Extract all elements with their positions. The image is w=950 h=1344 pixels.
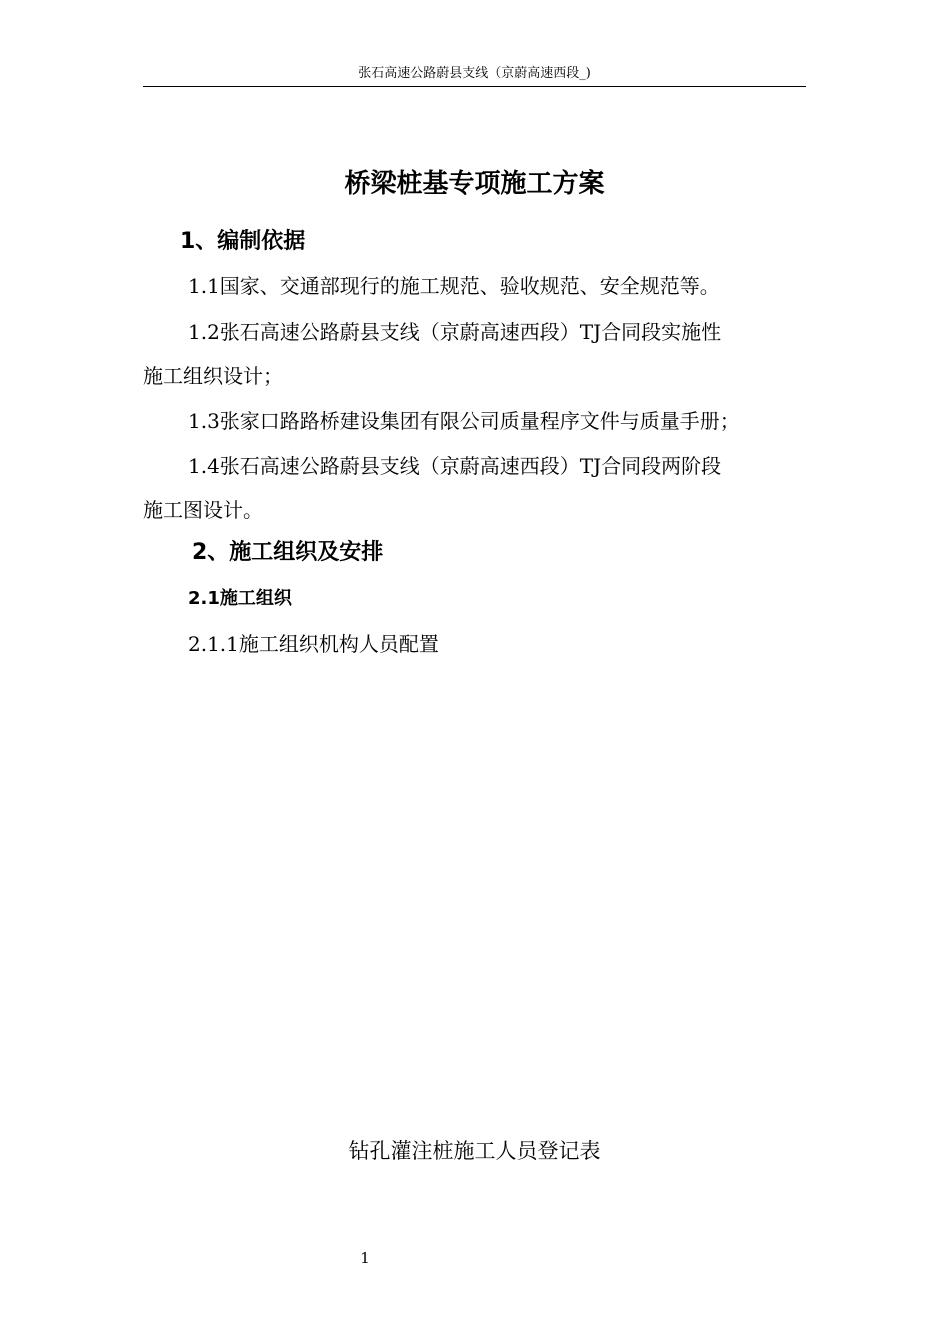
- table-caption: 钻孔灌注桩施工人员登记表: [348, 1139, 601, 1163]
- document-title: 桥梁桩基专项施工方案: [344, 169, 605, 199]
- item-1-2-continued: 施工组织设计；: [143, 364, 283, 388]
- item-1-1: 1.1国家、交通部现行的施工规范、验收规范、安全规范等。: [188, 274, 720, 298]
- section-1-heading: 1、编制依据: [180, 229, 306, 254]
- header-rule: [143, 86, 806, 87]
- section-2-1-heading: 2.1施工组织: [188, 588, 292, 609]
- page-number: 1: [360, 1249, 370, 1267]
- page-header: 张石高速公路蔚县支线（京蔚高速西段_): [358, 66, 591, 81]
- item-1-2: 1.2张石高速公路蔚县支线（京蔚高速西段）TJ合同段实施性: [188, 320, 722, 344]
- item-1-3: 1.3张家口路路桥建设集团有限公司质量程序文件与质量手册；: [188, 409, 740, 433]
- item-1-4: 1.4张石高速公路蔚县支线（京蔚高速西段）TJ合同段两阶段: [188, 454, 722, 478]
- item-1-4-continued: 施工图设计。: [143, 498, 263, 522]
- section-2-heading: 2、施工组织及安排: [192, 540, 384, 565]
- item-2-1-1: 2.1.1施工组织机构人员配置: [188, 632, 439, 656]
